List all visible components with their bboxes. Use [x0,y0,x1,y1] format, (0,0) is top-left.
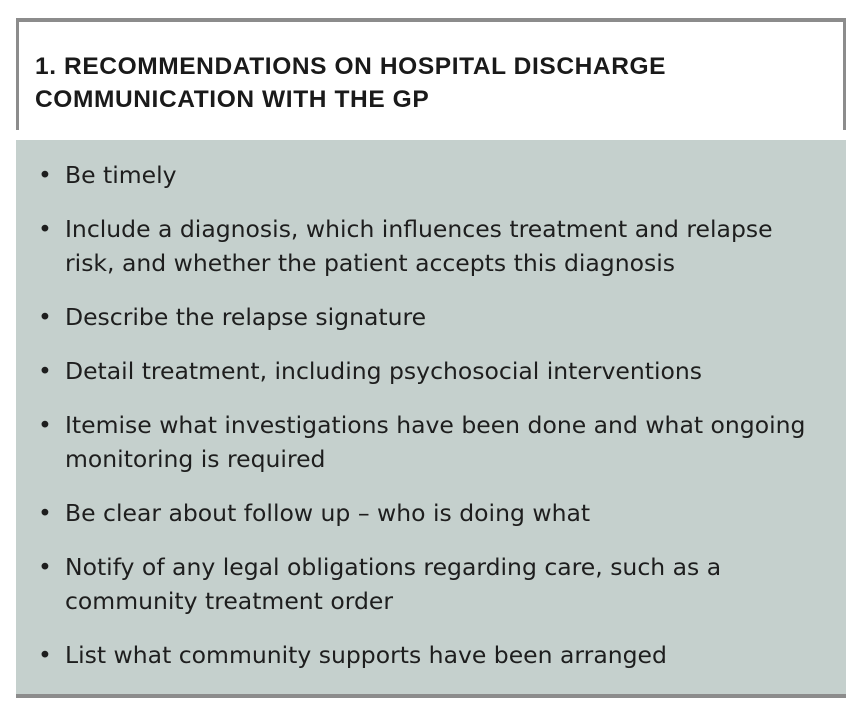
bullet-icon: • [38,499,52,527]
list-item-text: Be clear about follow up – who is doing what [65,499,591,527]
bullet-icon: • [38,303,52,331]
recommendation-list [38,158,826,672]
list-item-text: Notify of any legal obligations regarding care, such as a community treatment order [65,553,722,615]
box-title: 1. RECOMMENDATIONS ON HOSPITAL DISCHARGE COMMUNICATION WITH THE GP [35,53,667,113]
bullet-icon: • [38,215,52,243]
bullet-icon: • [38,641,52,669]
box-header [16,18,846,130]
recommendations-box [16,18,846,700]
list-item-text: Describe the relapse signature [65,303,427,331]
list-item-text: List what community supports have been arranged [65,641,667,669]
list-item [38,550,826,618]
list-item [38,638,826,672]
list-item [38,354,826,388]
bullet-icon: • [38,553,52,581]
box-content [16,140,846,698]
list-item-text: Be timely [65,161,177,189]
list-item [38,408,826,476]
list-item [38,158,826,192]
bullet-icon: • [38,161,52,189]
bullet-icon: • [38,411,52,439]
list-item-text: Include a diagnosis, which influences treatment and relapse risk, and whether the patient accepts this diagnosis [65,215,773,277]
list-item [38,212,826,280]
list-item [38,496,826,530]
list-item-text: Detail treatment, including psychosocial interventions [65,357,703,385]
bullet-icon: • [38,357,52,385]
list-item [38,300,826,334]
list-item-text: Itemise what investigations have been done and what ongoing monitoring is required [65,411,806,473]
